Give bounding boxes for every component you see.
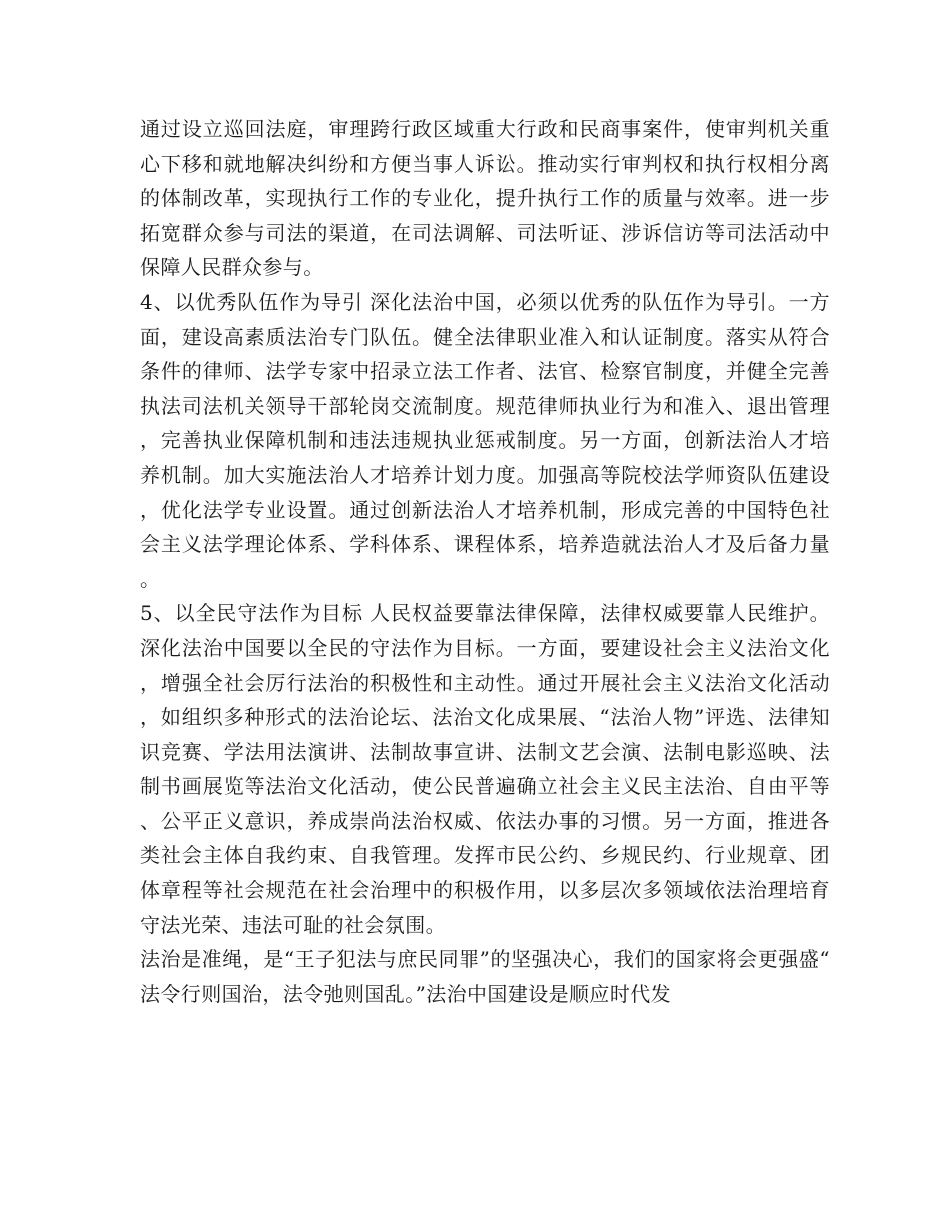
document-body bbox=[140, 112, 830, 1011]
paragraph-law-abiding-goal: 5、以全民守法作为目标 人民权益要靠法律保障，法律权威要靠人民维护。深化法治中国要以全民的守法作为目标。一方面，要建设社会主义法治文化，增强全社会厉行法治的积极性和主动性。通过开展社会主义法治文化活动，如组织多种形式的法治论坛、法治文化成果展、“法治人物”评选、法律知识竞赛、学法用法演讲、法制故事宣讲、法制文艺会演、法制电影巡映、法制书画展览等法治文化活动，使公民普遍确立社会主义民主法治、自由平等、公平正义意识，养成崇尚法治权威、依法办事的习惯。另一方面，推进各类社会主体自我约束、自我管理。发挥市民公约、乡规民约、行业规章、团体章程等社会规范在社会治理中的积极作用，以多层次多领域依法治理培育守法光荣、违法可耻的社会氛围。 bbox=[140, 601, 830, 937]
paragraph-team-guidance: 4、以优秀队伍作为导引 深化法治中国，必须以优秀的队伍作为导引。一方面，建设高素质法治专门队伍。健全法律职业准入和认证制度。落实从符合条件的律师、法学专家中招录立法工作者、法官、检察官制度，并健全完善执法司法机关领导干部轮岗交流制度。规范律师执业行为和准入、退出管理，完善执业保障机制和违法违规执业惩戒制度。另一方面，创新法治人才培养机制。加大实施法治人才培养计划力度。加强高等院校法学师资队伍建设，优化法学专业设置。通过创新法治人才培养机制，形成完善的中国特色社会主义法学理论体系、学科体系、课程体系，培养造就法治人才及后备力量。 bbox=[140, 289, 830, 591]
paragraph-circuit-court: 通过设立巡回法庭，审理跨行政区域重大行政和民商事案件，使审判机关重心下移和就地解决纠纷和方便当事人诉讼。推动实行审判权和执行权相分离的体制改革，实现执行工作的专业化，提升执行工作的质量与效率。进一步拓宽群众参与司法的渠道，在司法调解、司法听证、涉诉信访等司法活动中保障人民群众参与。 bbox=[140, 117, 830, 280]
paragraph-rule-of-law-conclusion: 法治是准绳，是“王子犯法与庶民同罪”的坚强决心，我们的国家将会更强盛“法令行则国治，法令弛则国乱。”法治中国建设是顺应时代发 bbox=[140, 947, 830, 1006]
